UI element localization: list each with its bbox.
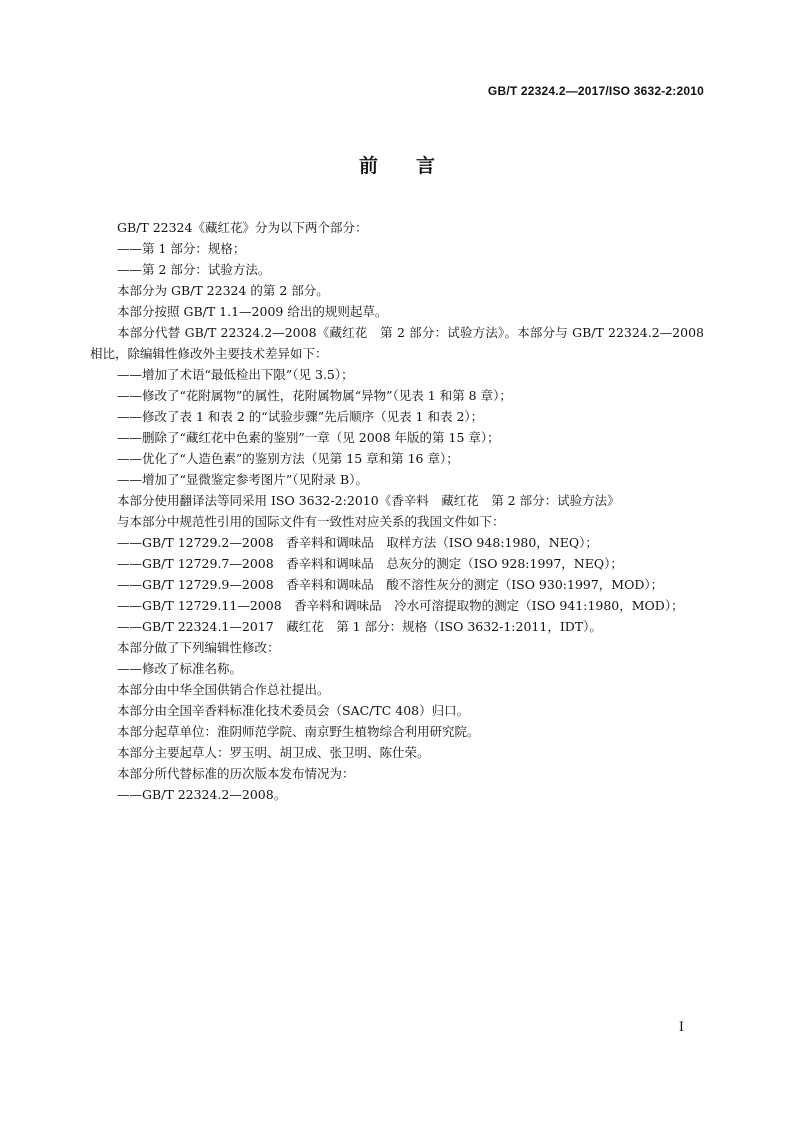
list-item: ——第 1 部分：规格； — [117, 241, 246, 256]
list-item: ——增加了术语“最低检出下限”（见 3.5）； — [117, 367, 354, 382]
list-item: ——GB/T 12729.7—2008 香辛料和调味品 总灰分的测定（ISO 928:1997，NEQ）； — [117, 556, 623, 571]
paragraph: 本部分起草单位：淮阴师范学院、南京野生植物综合利用研究院。 — [117, 724, 480, 739]
paragraph: 本部分为 GB/T 22324 的第 2 部分。 — [117, 283, 329, 298]
paragraph: 本部分由全国辛香料标准化技术委员会（SAC/TC 408）归口。 — [117, 703, 470, 718]
list-item: ——GB/T 12729.11—2008 香辛料和调味品 冷水可溶提取物的测定（ISO 941:1980，MOD）； — [117, 598, 684, 613]
paragraph: GB/T 22324《藏红花》分为以下两个部分： — [117, 220, 368, 235]
paragraph: 与本部分中规范性引用的国际文件有一致性对应关系的我国文件如下： — [117, 514, 505, 529]
paragraph: 本部分代替 GB/T 22324.2—2008《藏红花 第 2 部分：试验方法》。本部分与 GB/T 22324.2—2008 相比，除编辑性修改外主要技术差异如下： — [90, 325, 704, 361]
list-item: ——第 2 部分：试验方法。 — [117, 262, 271, 277]
paragraph: 本部分使用翻译法等同采用 ISO 3632-2:2010《香辛料 藏红花 第 2 部分：试验方法》 — [117, 493, 620, 508]
standard-number: GB/T 22324.2—2017/ISO 3632-2:2010 — [487, 84, 704, 98]
paragraph: 本部分所代替标准的历次版本发布情况为： — [117, 766, 355, 781]
list-item: ——GB/T 12729.9—2008 香辛料和调味品 酸不溶性灰分的测定（ISO 930:1997，MOD）； — [117, 577, 664, 592]
list-item: ——GB/T 22324.1—2017 藏红花 第 1 部分：规格（ISO 3632-1:2011，IDT）。 — [117, 619, 602, 634]
list-item: ——GB/T 12729.2—2008 香辛料和调味品 取样方法（ISO 948:1980，NEQ）； — [117, 535, 598, 550]
list-item: ——修改了表 1 和表 2 的“试验步骤”先后顺序（见表 1 和表 2）； — [117, 409, 484, 424]
list-item: ——修改了“花附属物”的属性，花附属物属“异物”（见表 1 和第 8 章）； — [117, 388, 512, 403]
paragraph: 本部分由中华全国供销合作总社提出。 — [117, 682, 330, 697]
foreword-body — [90, 217, 704, 805]
page-number: I — [678, 1020, 684, 1035]
page-title: 前言 — [358, 155, 473, 177]
list-item: ——修改了标准名称。 — [117, 661, 243, 676]
list-item: ——增加了“显微鉴定参考图片”（见附录 B）。 — [117, 472, 368, 487]
paragraph: 本部分主要起草人：罗玉明、胡卫成、张卫明、陈仕荣。 — [117, 745, 430, 760]
paragraph: 本部分做了下列编辑性修改： — [117, 640, 280, 655]
list-item: ——GB/T 22324.2—2008。 — [117, 787, 287, 802]
paragraph: 本部分按照 GB/T 1.1—2009 给出的规则起草。 — [117, 304, 388, 319]
list-item: ——优化了“人造色素”的鉴别方法（见第 15 章和第 16 章）； — [117, 451, 459, 466]
list-item: ——删除了“藏红花中色素的鉴别”一章（见 2008 年版的第 15 章）； — [117, 430, 500, 445]
